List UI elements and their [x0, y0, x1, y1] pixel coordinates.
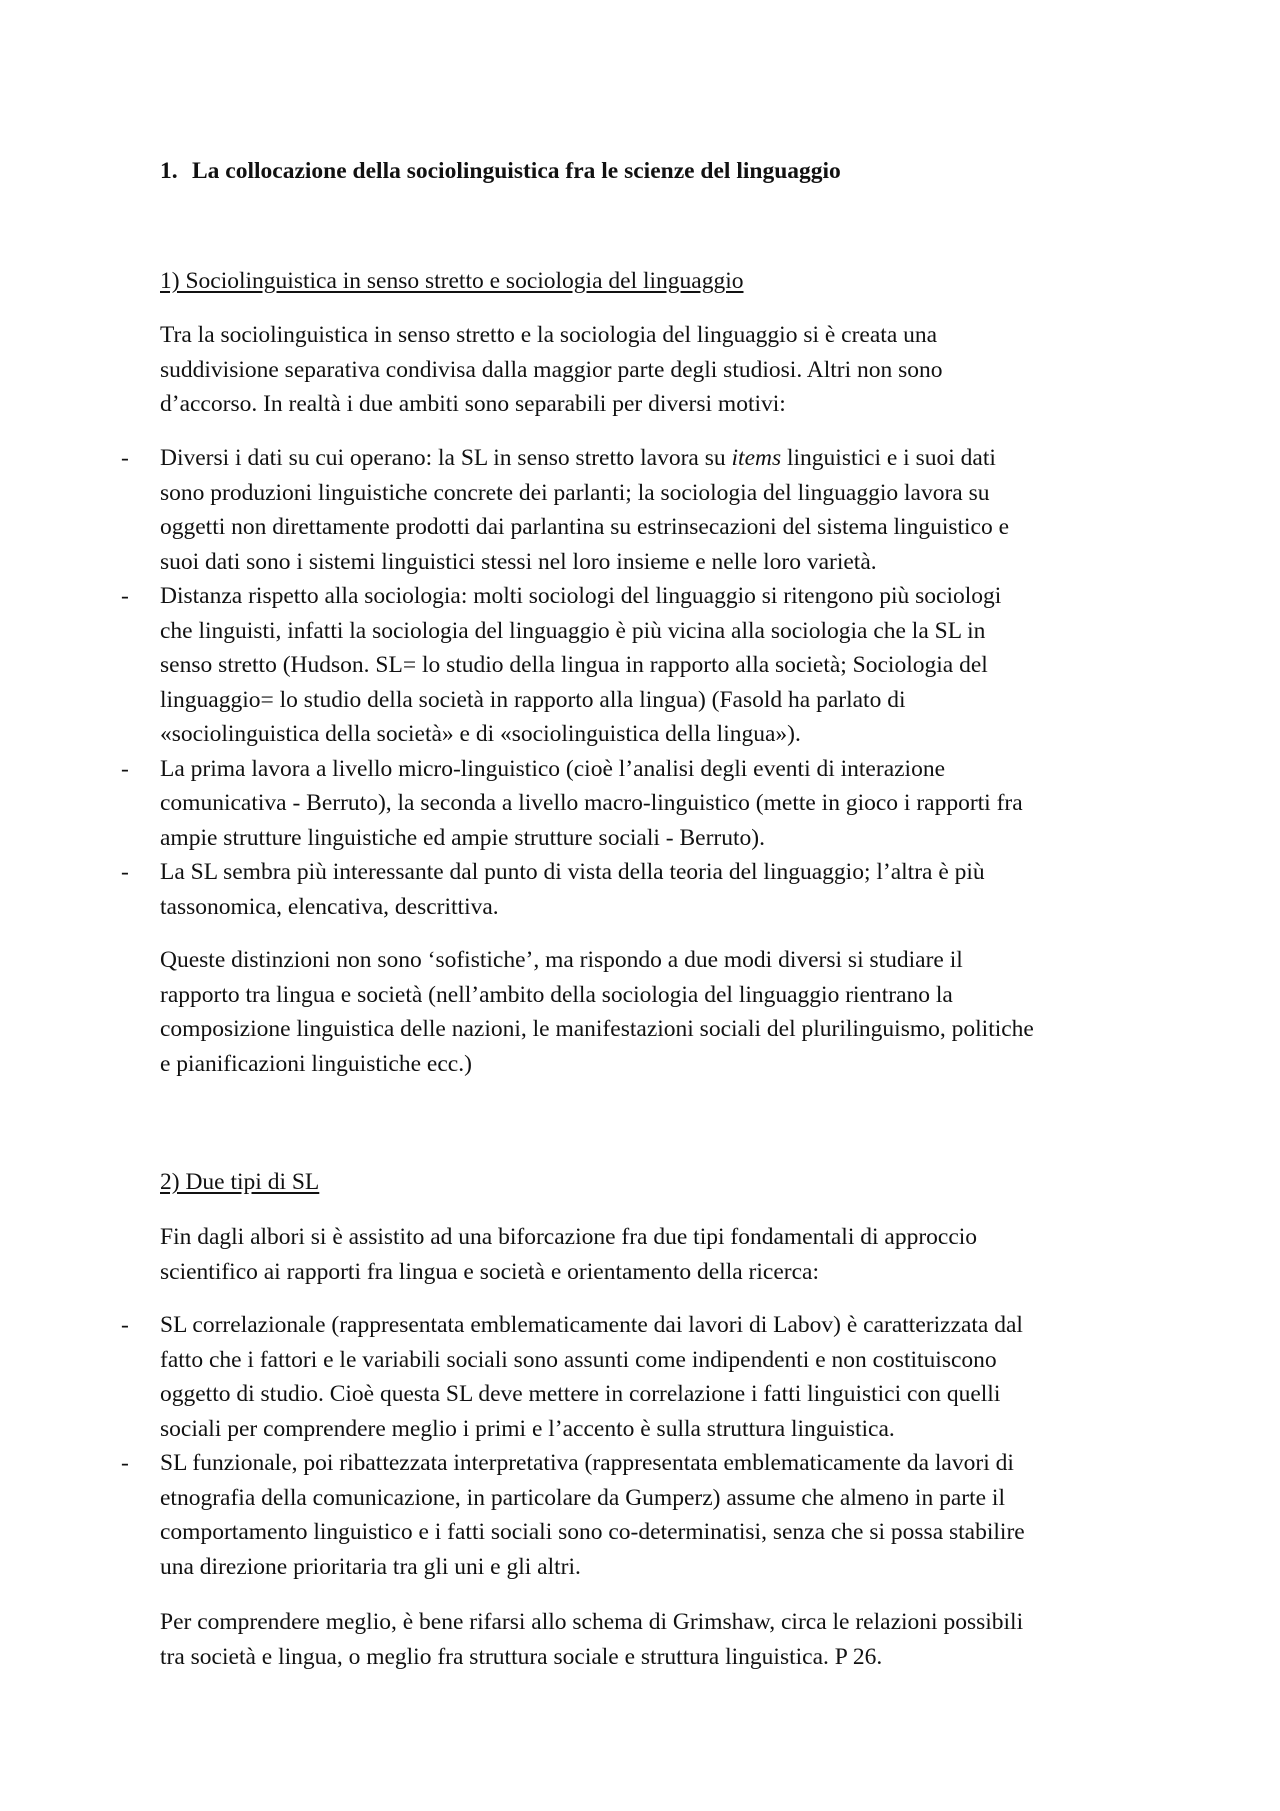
- text-line: comunicativa - Berruto), la seconda a livello macro-linguistico (mette in gioco i rapporti fra: [160, 790, 1023, 816]
- text-line: oggetti non direttamente prodotti dai parlantina su estrinsecazioni del sistema linguistico e: [160, 514, 1010, 540]
- section-1-outro: [160, 943, 1140, 1081]
- section-2-heading: 2) Due tipi di SL: [160, 1169, 320, 1195]
- text-line: SL correlazionale (rappresentata emblematicamente dai lavori di Labov) è caratterizzata dal: [160, 1312, 1023, 1338]
- list-item: [0, 1446, 1180, 1584]
- bullet-dash: -: [121, 445, 129, 471]
- section-2-outro: [160, 1605, 1140, 1674]
- section-1-heading: 1) Sociolinguistica in senso stretto e sociologia del linguaggio: [160, 268, 744, 294]
- text-line: ampie strutture linguistiche ed ampie strutture sociali - Berruto).: [160, 824, 765, 851]
- list-item: [0, 855, 1180, 924]
- text-line: SL funzionale, poi ribattezzata interpretativa (rappresentata emblematicamente da lavori di: [160, 1450, 1014, 1476]
- text-line: una direzione prioritaria tra gli uni e gli altri.: [160, 1553, 581, 1580]
- bullet-dash: -: [121, 583, 129, 609]
- text-line: La prima lavora a livello micro-linguistico (cioè l’analisi degli eventi di interazione: [160, 755, 946, 782]
- text-line: fatto che i fattori e le variabili sociali sono assunti come indipendenti e non costituiscono: [160, 1346, 997, 1373]
- list-item: [0, 579, 1180, 752]
- text-line: comportamento linguistico e i fatti sociali sono co-determinatisi, senza che si possa stabilire: [160, 1519, 1025, 1545]
- section-1-intro: [160, 318, 1140, 422]
- text-line: d’accorso. In realtà i due ambiti sono separabili per diversi motivi:: [160, 391, 786, 417]
- section-1-bullet-list: [0, 441, 1180, 924]
- list-item: [0, 752, 1180, 856]
- list-item: [0, 441, 1180, 579]
- bullet-dash: -: [121, 755, 129, 782]
- text-line: che linguisti, infatti la sociologia del linguaggio è più vicina alla sociologia che la SL in: [160, 617, 986, 644]
- text-line: Distanza rispetto alla sociologia: molti sociologi del linguaggio si ritengono più sociologi: [160, 583, 1002, 609]
- text-line: linguaggio= lo studio della società in rapporto alla lingua) (Fasold ha parlato di: [160, 686, 906, 713]
- text-line: etnografia della comunicazione, in particolare da Gumperz) assume che almeno in parte il: [160, 1484, 1005, 1511]
- text-line: «sociolinguistica della società» e di «sociolinguistica della lingua»).: [160, 721, 801, 747]
- italic-term: items: [731, 445, 782, 471]
- text-line: tassonomica, elencativa, descrittiva.: [160, 893, 499, 920]
- text-line: oggetto di studio. Cioè questa SL deve mettere in correlazione i fatti linguistici con quelli: [160, 1381, 1001, 1407]
- chapter-title: [160, 154, 841, 188]
- bullet-dash: -: [121, 1450, 129, 1476]
- chapter-number: 1.: [160, 158, 178, 184]
- bullet-dash: -: [121, 1312, 129, 1338]
- text-line: Per comprendere meglio, è bene rifarsi allo schema di Grimshaw, circa le relazioni possibili: [160, 1609, 1024, 1635]
- text-line: rapporto tra lingua e società (nell’ambito della sociologia del linguaggio rientrano la: [160, 981, 953, 1008]
- text-line: suoi dati sono i sistemi linguistici stessi nel loro insieme e nelle loro varietà.: [160, 548, 877, 575]
- text-line: Tra la sociolinguistica in senso stretto e la sociologia del linguaggio si è creata una: [160, 322, 938, 348]
- text-line: La SL sembra più interessante dal punto di vista della teoria del linguaggio; l’altra è più: [160, 859, 985, 885]
- text-line: suddivisione separativa condivisa dalla maggior parte degli studiosi. Altri non sono: [160, 356, 943, 383]
- list-item: [0, 1308, 1180, 1446]
- text-line: Fin dagli albori si è assistito ad una biforcazione fra due tipi fondamentali di approccio: [160, 1224, 978, 1250]
- chapter-title-text: La collocazione della sociolinguistica fra le scienze del linguaggio: [192, 158, 841, 184]
- text-line: e pianificazioni linguistiche ecc.): [160, 1050, 472, 1077]
- bullet-dash: -: [121, 859, 129, 885]
- text-line: sociali per comprendere meglio i primi e l’accento è sulla struttura linguistica.: [160, 1415, 895, 1442]
- text-line: Diversi i dati su cui operano: la SL in senso stretto lavora su items linguistici e i suoi dati: [160, 445, 996, 471]
- text-line: tra società e lingua, o meglio fra struttura sociale e struttura linguistica. P 26.: [160, 1643, 883, 1670]
- text-line: composizione linguistica delle nazioni, le manifestazioni sociali del plurilinguismo, politiche: [160, 1016, 1034, 1042]
- text-line: sono produzioni linguistiche concrete dei parlanti; la sociologia del linguaggio lavora su: [160, 479, 990, 506]
- section-2-bullet-list: [0, 1308, 1180, 1584]
- text-line: scientifico ai rapporti fra lingua e società e orientamento della ricerca:: [160, 1258, 819, 1285]
- section-2-intro: [160, 1220, 1140, 1289]
- text-line: senso stretto (Hudson. SL= lo studio della lingua in rapporto alla società; Sociologia del: [160, 652, 988, 678]
- text-line: Queste distinzioni non sono ‘sofistiche’, ma rispondo a due modi diversi si studiare il: [160, 947, 963, 973]
